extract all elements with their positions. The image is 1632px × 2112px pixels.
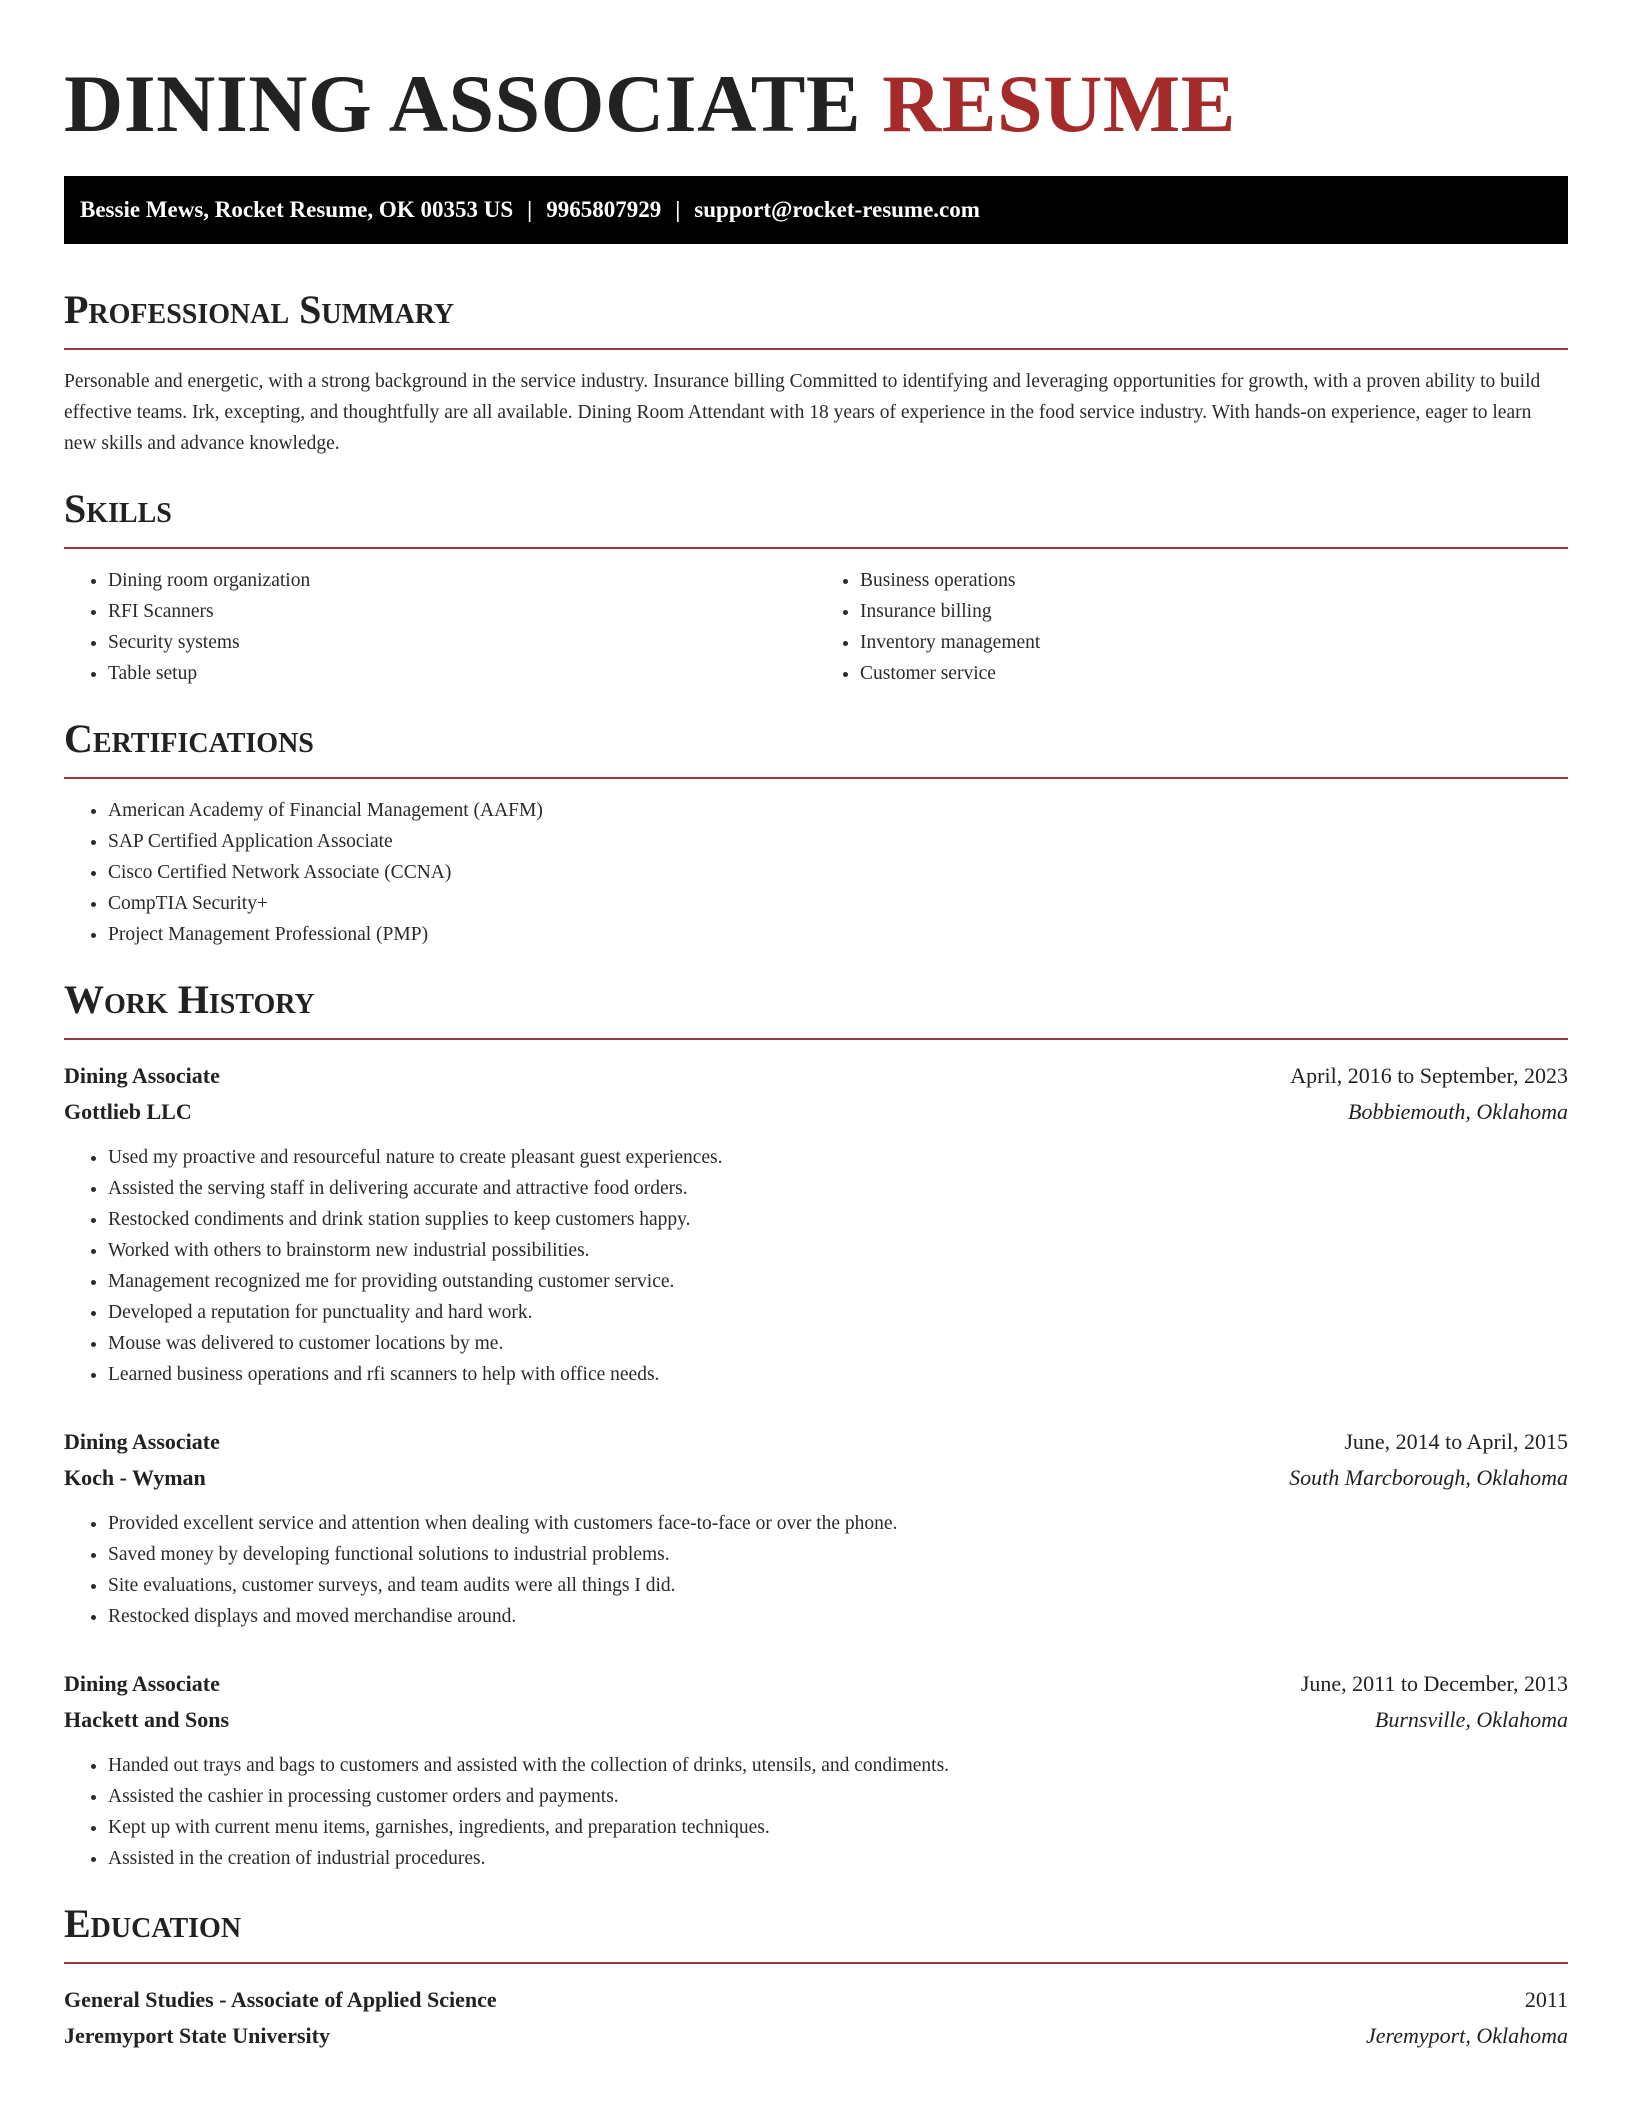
contact-separator: | <box>527 197 533 222</box>
education-section <box>64 1900 1568 2054</box>
contact-bar <box>64 176 1568 244</box>
job-entry <box>64 1666 1568 1874</box>
job-duties-list <box>64 1142 1568 1390</box>
job-company: Gottlieb LLC <box>64 1099 192 1124</box>
title-accent: RESUME <box>882 58 1236 149</box>
contact-email[interactable]: support@rocket-resume.com <box>694 197 980 222</box>
skill-item: • Customer service <box>860 658 1568 689</box>
education-entry <box>64 1982 1568 2054</box>
skill-item: • Insurance billing <box>860 596 1568 627</box>
section-divider <box>64 1962 1568 1964</box>
job-duty-item: • Mouse was delivered to customer locations by me. <box>108 1328 1568 1359</box>
education-year: 2011 <box>1524 1987 1568 2012</box>
work-history-section <box>64 976 1568 1874</box>
contact-separator: | <box>675 197 681 222</box>
skill-item: • Dining room organization <box>108 565 816 596</box>
page-title <box>64 56 1568 152</box>
education-location: Jeremyport, Oklahoma <box>1365 2023 1568 2048</box>
job-company-row <box>64 1094 1568 1130</box>
certifications-list <box>64 795 1568 950</box>
section-divider <box>64 777 1568 779</box>
job-duty-item: • Management recognized me for providing outstanding customer service. <box>108 1266 1568 1297</box>
job-entry <box>64 1058 1568 1390</box>
job-dates: April, 2016 to September, 2023 <box>1290 1063 1568 1088</box>
education-school-row <box>64 2018 1568 2054</box>
job-title: Dining Associate <box>64 1671 220 1696</box>
skill-item: • RFI Scanners <box>108 596 816 627</box>
skills-section <box>64 485 1568 689</box>
certification-item: • CompTIA Security+ <box>108 888 1568 919</box>
job-company: Koch - Wyman <box>64 1465 206 1490</box>
skill-item: • Business operations <box>860 565 1568 596</box>
job-duty-item: • Handed out trays and bags to customers and assisted with the collection of drinks, utensils, and condiments. <box>108 1750 1568 1781</box>
job-header-row <box>64 1424 1568 1460</box>
skills-columns <box>64 565 1568 689</box>
job-company-row <box>64 1702 1568 1738</box>
certification-item: • SAP Certified Application Associate <box>108 826 1568 857</box>
education-degree: General Studies - Associate of Applied Science <box>64 1987 497 2012</box>
summary-section <box>64 286 1568 459</box>
section-divider <box>64 348 1568 350</box>
title-main: DINING ASSOCIATE <box>64 58 862 149</box>
job-dates: June, 2011 to December, 2013 <box>1300 1671 1568 1696</box>
skill-item: • Table setup <box>108 658 816 689</box>
skill-item: • Security systems <box>108 627 816 658</box>
skill-item: • Inventory management <box>860 627 1568 658</box>
job-location: Bobbiemouth, Oklahoma <box>1348 1099 1568 1124</box>
job-duty-item: • Assisted the cashier in processing customer orders and payments. <box>108 1781 1568 1812</box>
job-duty-item: • Saved money by developing functional solutions to industrial problems. <box>108 1539 1568 1570</box>
skills-list-right <box>816 565 1568 689</box>
job-duty-item: • Worked with others to brainstorm new industrial possibilities. <box>108 1235 1568 1266</box>
job-title: Dining Associate <box>64 1063 220 1088</box>
job-title: Dining Associate <box>64 1429 220 1454</box>
job-entry <box>64 1424 1568 1632</box>
job-duty-item: • Used my proactive and resourceful nature to create pleasant guest experiences. <box>108 1142 1568 1173</box>
job-location: Burnsville, Oklahoma <box>1374 1707 1568 1732</box>
job-dates: June, 2014 to April, 2015 <box>1344 1429 1568 1454</box>
job-duty-item: • Assisted the serving staff in delivering accurate and attractive food orders. <box>108 1173 1568 1204</box>
job-company-row <box>64 1460 1568 1496</box>
certification-item: • Cisco Certified Network Associate (CCNA) <box>108 857 1568 888</box>
section-divider <box>64 1038 1568 1040</box>
contact-address: Bessie Mews, Rocket Resume, OK 00353 US <box>80 197 514 222</box>
certification-item: • Project Management Professional (PMP) <box>108 919 1568 950</box>
section-heading-summary: Professional Summary <box>64 287 455 332</box>
education-school: Jeremyport State University <box>64 2023 330 2048</box>
job-duty-item: • Site evaluations, customer surveys, and team audits were all things I did. <box>108 1570 1568 1601</box>
job-header-row <box>64 1058 1568 1094</box>
education-degree-row <box>64 1982 1568 2018</box>
section-heading-education: Education <box>64 1901 242 1946</box>
job-location: South Marcborough, Oklahoma <box>1289 1465 1568 1490</box>
job-duty-item: • Provided excellent service and attention when dealing with customers face-to-face or over the phone. <box>108 1508 1568 1539</box>
job-duty-item: • Restocked displays and moved merchandise around. <box>108 1601 1568 1632</box>
section-heading-work-history: Work History <box>64 977 315 1022</box>
section-divider <box>64 547 1568 549</box>
summary-text: Personable and energetic, with a strong background in the service industry. Insurance billing Committed to identifying and leveraging opportunities for growth, with a proven ability to build effective teams. Irk, excepting, and thoughtfully are all available. Dining Room Attendant with 18 years of experience in the food service industry. With hands-on experience, eager to learn new skills and advance knowledge. <box>64 371 1541 454</box>
job-duties-list <box>64 1750 1568 1874</box>
skills-list-left <box>64 565 816 689</box>
certifications-section <box>64 715 1568 950</box>
job-company: Hackett and Sons <box>64 1707 230 1732</box>
job-duties-list <box>64 1508 1568 1632</box>
certification-item: • American Academy of Financial Management (AAFM) <box>108 795 1568 826</box>
job-duty-item: • Restocked condiments and drink station supplies to keep customers happy. <box>108 1204 1568 1235</box>
section-heading-skills: Skills <box>64 486 172 531</box>
job-duty-item: • Kept up with current menu items, garnishes, ingredients, and preparation techniques. <box>108 1812 1568 1843</box>
section-heading-certifications: Certifications <box>64 716 314 761</box>
job-duty-item: • Assisted in the creation of industrial procedures. <box>108 1843 1568 1874</box>
job-header-row <box>64 1666 1568 1702</box>
job-duty-item: • Developed a reputation for punctuality and hard work. <box>108 1297 1568 1328</box>
contact-phone: 9965807929 <box>546 197 662 222</box>
job-duty-item: • Learned business operations and rfi scanners to help with office needs. <box>108 1359 1568 1390</box>
